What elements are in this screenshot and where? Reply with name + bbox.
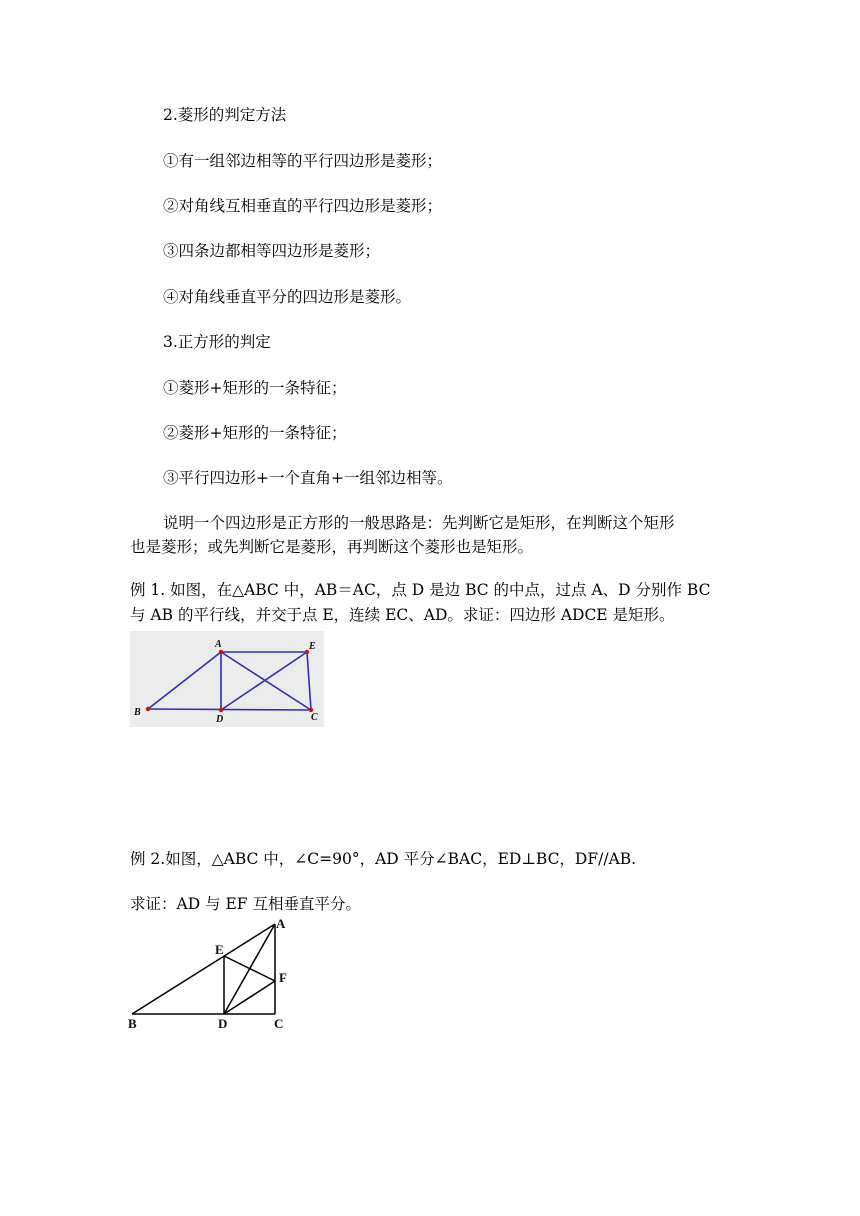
label-c: C (274, 1016, 284, 1030)
summary-line-1: 说明一个四边形是正方形的一般思路是：先判断它是矩形，在判断这个矩形 (163, 514, 675, 532)
example-2-figure (128, 914, 292, 1030)
point-d (219, 708, 223, 712)
rhombus-criterion-1: ①有一组邻边相等的平行四边形是菱形； (163, 152, 443, 170)
label-d: D (218, 1016, 228, 1030)
segment-df (224, 981, 275, 1014)
rhombus-criterion-4: ④对角线垂直平分的四边形是菱形。 (163, 288, 412, 306)
label-a: A (276, 916, 286, 931)
example-1-line-2: 与 AB 的平行线，并交于点 E，连续 EC、AD。求证：四边形 ADCE 是矩形。 (130, 606, 675, 624)
example-1-line-1: 例 1. 如图，在△ABC 中，AB＝AC，点 D 是边 BC 的中点，过点 A、D 分别作 BC (130, 581, 711, 599)
label-e: E (215, 942, 224, 957)
label-b: B (134, 707, 141, 718)
segment-ef (224, 956, 275, 981)
label-d: D (216, 714, 224, 725)
example-1-figure (130, 631, 324, 727)
rhombus-criterion-2: ②对角线互相垂直的平行四边形是菱形； (163, 197, 443, 215)
label-f: F (279, 970, 287, 985)
summary-line-2: 也是菱形；或先判断它是菱形，再判断这个菱形也是矩形。 (130, 538, 534, 556)
label-e: E (309, 641, 316, 652)
rhombus-criterion-3: ③四条边都相等四边形是菱形； (163, 242, 381, 260)
section-3-heading: 3.正方形的判定 (163, 333, 271, 351)
label-b: B (128, 1016, 137, 1030)
label-c: C (311, 712, 318, 723)
segment-ab (132, 924, 275, 1014)
example-2-line-2: 求证：AD 与 EF 互相垂直平分。 (130, 895, 361, 913)
point-a (219, 650, 223, 654)
figure-1-background (130, 631, 324, 727)
label-a: A (215, 639, 222, 650)
example-2-line-1: 例 2.如图，△ABC 中，∠C=90°，AD 平分∠BAC，ED⊥BC，DF//AB. (130, 850, 637, 868)
point-b (146, 707, 150, 711)
square-criterion-2: ②菱形+矩形的一条特征； (163, 424, 347, 442)
section-2-heading: 2.菱形的判定方法 (163, 106, 287, 124)
square-criterion-1: ①菱形+矩形的一条特征； (163, 379, 347, 397)
square-criterion-3: ③平行四边形+一个直角+一组邻边相等。 (163, 469, 453, 487)
segment-bc (148, 709, 311, 710)
